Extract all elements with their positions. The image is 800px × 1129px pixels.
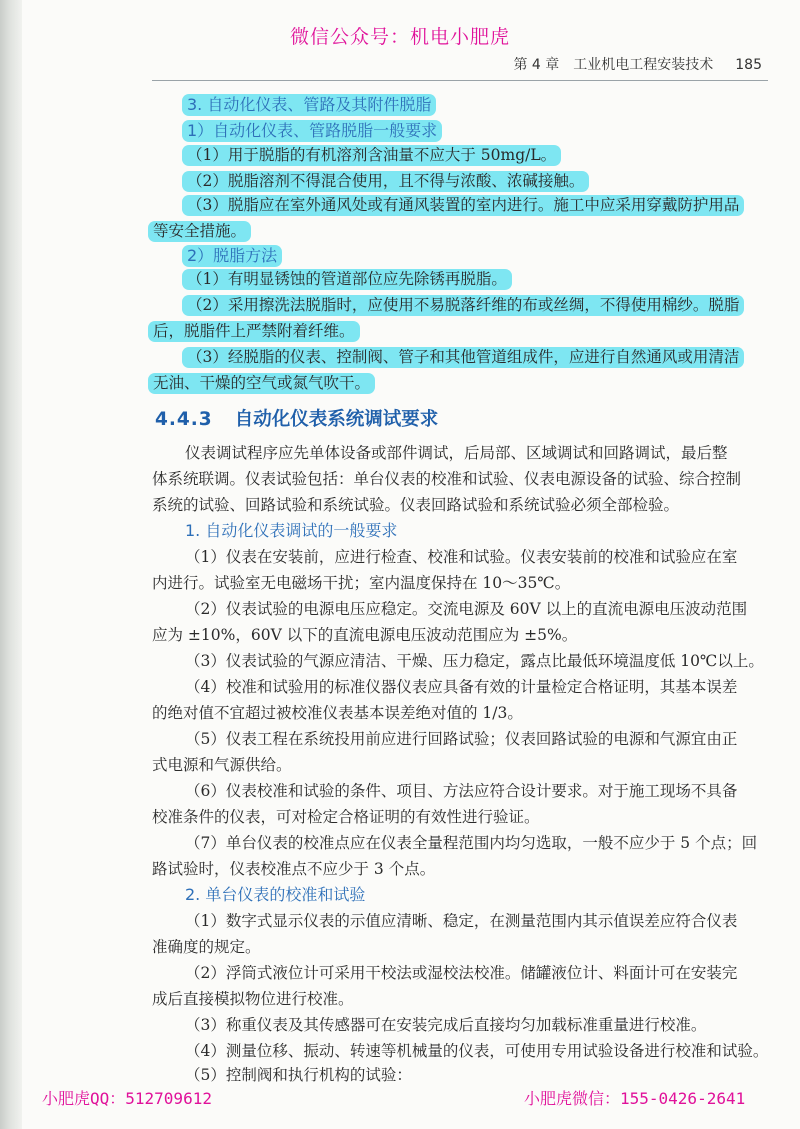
intro-line: 系统的试验、回路试验和系统试验。仪表回路试验和系统试验必须全部检验。 bbox=[152, 496, 680, 514]
page-number: 185 bbox=[735, 57, 762, 73]
book-spine-shadow bbox=[0, 0, 22, 1129]
part1-line: 路试验时，仪表校准点不应少于 3 个点。 bbox=[152, 860, 436, 878]
part2-line: （2）浮筒式液位计可采用干校法或湿校法校准。储罐液位计、料面计可在安装完 bbox=[185, 964, 738, 982]
paragraph-line: 后，脱脂件上严禁附着纤维。 bbox=[148, 318, 360, 344]
part1-line: 内进行。试验室无电磁场干扰；室内温度保持在 10～35℃。 bbox=[152, 574, 571, 592]
intro-line: 仪表调试程序应先单体设备或部件调试，后局部、区域调试和回路调试，最后整 bbox=[185, 444, 728, 462]
part1-line: （4）校准和试验用的标准仪器仪表应具备有效的计量检定合格证明，其基本误差 bbox=[185, 678, 738, 696]
paragraph-line: 无油、干燥的空气或氮气吹干。 bbox=[148, 370, 375, 396]
part2-line: 成后直接模拟物位进行校准。 bbox=[152, 990, 354, 1008]
subheading-methods: 2）脱脂方法 bbox=[182, 243, 282, 269]
running-head bbox=[513, 54, 762, 74]
intro-line: 体系统联调。仪表试验包括：单台仪表的校准和试验、仪表电源设备的试验、综合控制 bbox=[152, 470, 742, 488]
part2-line: （3）称重仪表及其传感器可在安装完成后直接均匀加载标准重量进行校准。 bbox=[185, 1016, 707, 1034]
watermark-top: 微信公众号：机电小肥虎 bbox=[289, 26, 510, 48]
part1-line: （7）单台仪表的校准点应在仪表全量程范围内均匀选取，一般不应少于 5 个点；回 bbox=[185, 834, 758, 852]
part1-line: 应为 ±10%，60V 以下的直流电源电压波动范围应为 ±5%。 bbox=[152, 626, 578, 644]
paragraph-line: （1）用于脱脂的有机溶剂含油量不应大于 50mg/L。 bbox=[182, 142, 561, 168]
part2-line: （5）控制阀和执行机构的试验： bbox=[185, 1066, 412, 1084]
section-number: 4.4.3 bbox=[155, 409, 213, 430]
paragraph-line: 等安全措施。 bbox=[148, 218, 251, 244]
part2-line: （1）数字式显示仪表的示值应清晰、稳定，在测量范围内其示值误差应符合仪表 bbox=[185, 912, 738, 930]
heading-degreasing: 3. 自动化仪表、管路及其附件脱脂 bbox=[182, 92, 436, 118]
footer-qq-watermark: 小肥虎QQ：512709612 bbox=[42, 1089, 212, 1108]
part1-line: （1）仪表在安装前，应进行检查、校准和试验。仪表安装前的校准和试验应在室 bbox=[185, 548, 738, 566]
part1-line: （5）仪表工程在系统投用前应进行回路试验；仪表回路试验的电源和气源宜由正 bbox=[185, 730, 738, 748]
part1-line: （3）仪表试验的气源应清洁、干燥、压力稳定，露点比最低环境温度低 10℃以上。 bbox=[185, 652, 764, 670]
paragraph-line: （3）经脱脂的仪表、控制阀、管子和其他管道组成件，应进行自然通风或用清洁 bbox=[182, 344, 744, 370]
part1-line: （2）仪表试验的电源电压应稳定。交流电源及 60V 以上的直流电源电压波动范围 bbox=[185, 600, 748, 618]
part2-heading: 2. 单台仪表的校准和试验 bbox=[185, 885, 366, 904]
part1-line: （6）仪表校准和试验的条件、项目、方法应符合设计要求。对于施工现场不具备 bbox=[185, 782, 738, 800]
footer-wechat-watermark: 小肥虎微信：155-0426-2641 bbox=[524, 1089, 746, 1108]
part2-line: 准确度的规定。 bbox=[152, 938, 261, 956]
section-title bbox=[155, 405, 438, 431]
subheading-general-requirements: 1）自动化仪表、管路脱脂一般要求 bbox=[182, 118, 442, 144]
paragraph-line: （1）有明显锈蚀的管道部位应先除锈再脱脂。 bbox=[182, 266, 512, 292]
part1-line: 的绝对值不宜超过被校准仪表基本误差绝对值的 1/3。 bbox=[152, 704, 523, 722]
part2-line: （4）测量位移、振动、转速等机械量的仪表，可使用专用试验设备进行校准和试验。 bbox=[185, 1042, 769, 1060]
chapter-title: 第 4 章 工业机电工程安装技术 bbox=[513, 57, 714, 73]
part1-line: 式电源和气源供给。 bbox=[152, 756, 292, 774]
part1-heading: 1. 自动化仪表调试的一般要求 bbox=[185, 521, 398, 540]
section-heading: 自动化仪表系统调试要求 bbox=[234, 409, 439, 430]
paragraph-line: （3）脱脂应在室外通风处或有通风装置的室内进行。施工中应采用穿戴防护用品 bbox=[182, 192, 744, 218]
paragraph-line: （2）采用擦洗法脱脂时，应使用不易脱落纤维的布或丝绸，不得使用棉纱。脱脂 bbox=[182, 292, 744, 318]
part1-line: 校准条件的仪表，可对检定合格证明的有效性进行验证。 bbox=[152, 808, 540, 826]
header-rule bbox=[152, 80, 768, 81]
paragraph-line: （2）脱脂溶剂不得混合使用，且不得与浓酸、浓碱接触。 bbox=[182, 168, 589, 194]
